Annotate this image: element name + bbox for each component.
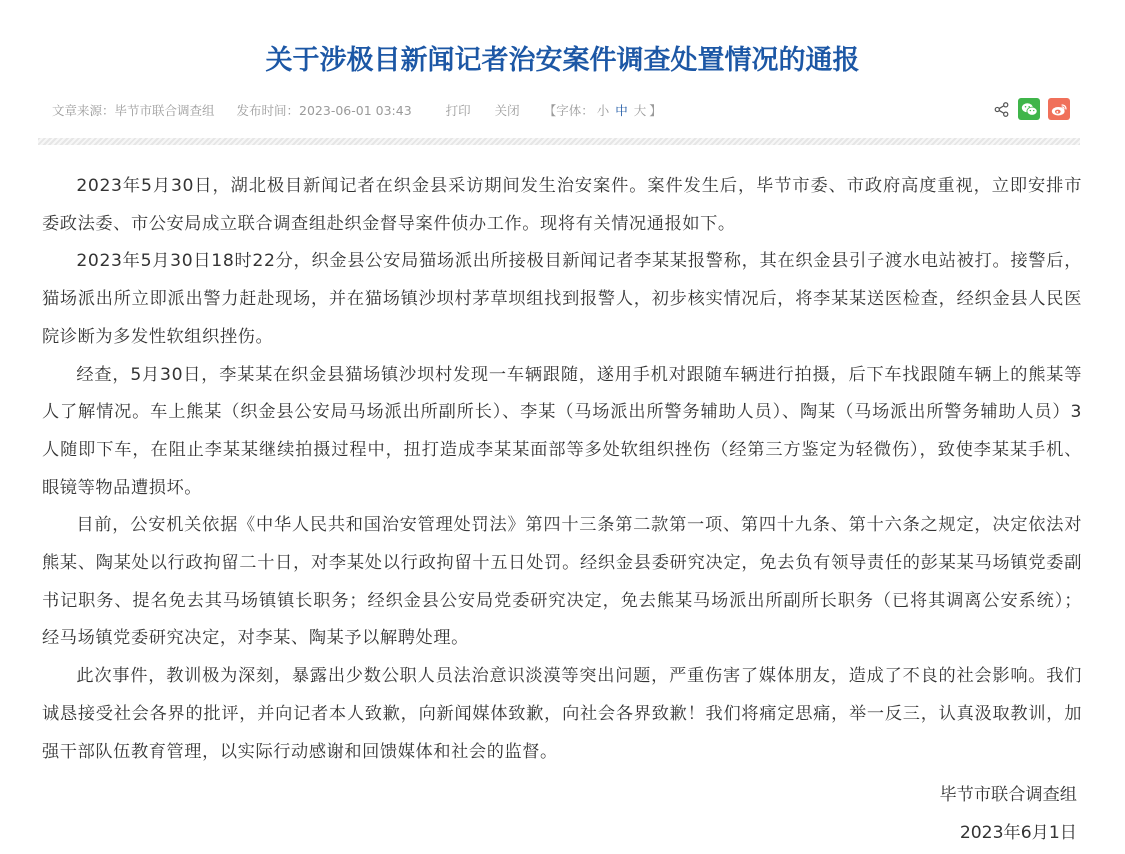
header-divider — [38, 138, 1080, 145]
font-size-label: 【字体： — [543, 103, 594, 118]
publish-time: 发布时间：2023-06-01 03:43 — [236, 103, 412, 118]
signature-organization: 毕节市联合调查组 — [939, 785, 1077, 805]
signature-date: 2023年6月1日 — [959, 823, 1077, 843]
paragraph: 2023年5月30日18时22分，织金县公安局猫场派出所接极目新闻记者李某某报警称，其在织金县引子渡水电站被打。接警后，猫场派出所立即派出警力赶赴现场，并在猫场镇沙坝村茅草坝组找到报警人，初步核实情况后，将李某某送医检查，经织金县人民医院诊断为多发性软组织挫伤。 — [42, 251, 1082, 347]
paragraph: 2023年5月30日，湖北极目新闻记者在织金县采访期间发生治安案件。案件发生后，毕节市委、市政府高度重视，立即安排市委政法委、市公安局成立联合调查组赴织金督导案件侦办工作。现将有关情况通报如下。 — [42, 176, 1082, 234]
article-body — [42, 168, 1082, 771]
font-size-large[interactable]: 大 — [633, 103, 647, 118]
share-bar — [992, 98, 1070, 120]
article-signature — [939, 776, 1077, 852]
wechat-share-button[interactable] — [1018, 98, 1040, 120]
paragraph: 经查，5月30日，李某某在织金县猫场镇沙坝村发现一车辆跟随，遂用手机对跟随车辆进行拍摄，后下车找跟随车辆上的熊某等人了解情况。车上熊某（织金县公安局马场派出所副所长）、李某（马场派出所警务辅助人员）、陶某（马场派出所警务辅助人员）3人随即下车，在阻止李某某继续拍摄过程中，扭打造成李某某面部等多处软组织挫伤（经第三方鉴定为轻微伤），致使李某某手机、眼镜等物品遭损坏。 — [42, 364, 1082, 498]
font-size-selector — [544, 101, 662, 119]
weibo-icon — [1051, 102, 1068, 117]
paragraph: 此次事件，教训极为深刻，暴露出少数公职人员法治意识淡漠等突出问题，严重伤害了媒体朋友，造成了不良的社会影响。我们诚恳接受社会各界的批评，并向记者本人致歉，向新闻媒体致歉，向社会各界致歉！我们将痛定思痛，举一反三，认真汲取教训，加强干部队伍教育管理，以实际行动感谢和回馈媒体和社会的监督。 — [42, 666, 1082, 762]
font-size-small[interactable]: 小 — [596, 103, 610, 118]
print-button[interactable]: 打印 — [445, 103, 471, 118]
font-size-bracket-close: 】 — [649, 103, 662, 118]
weibo-share-button[interactable] — [1048, 98, 1070, 120]
close-button[interactable]: 关闭 — [494, 103, 520, 118]
article-title: 关于涉极目新闻记者治安案件调查处置情况的通报 — [265, 45, 860, 76]
paragraph: 目前，公安机关依据《中华人民共和国治安管理处罚法》第四十三条第二款第一项、第四十九条、第十六条之规定，决定依法对熊某、陶某处以行政拘留二十日，对李某处以行政拘留十五日处罚。经织金县委研究决定，免去负有领导责任的彭某某马场镇党委副书记职务、提名免去其马场镇镇长职务；经织金县公安局党委研究决定，免去熊某马场派出所副所长职务（已将其调离公安系统）；经马场镇党委研究决定，对李某、陶某予以解聘处理。 — [42, 515, 1082, 649]
article-meta-bar — [52, 100, 662, 120]
font-size-medium[interactable]: 中 — [615, 103, 628, 118]
article-source: 文章来源：毕节市联合调查组 — [52, 103, 215, 118]
wechat-icon — [1021, 102, 1038, 117]
share-icon[interactable] — [992, 98, 1010, 120]
